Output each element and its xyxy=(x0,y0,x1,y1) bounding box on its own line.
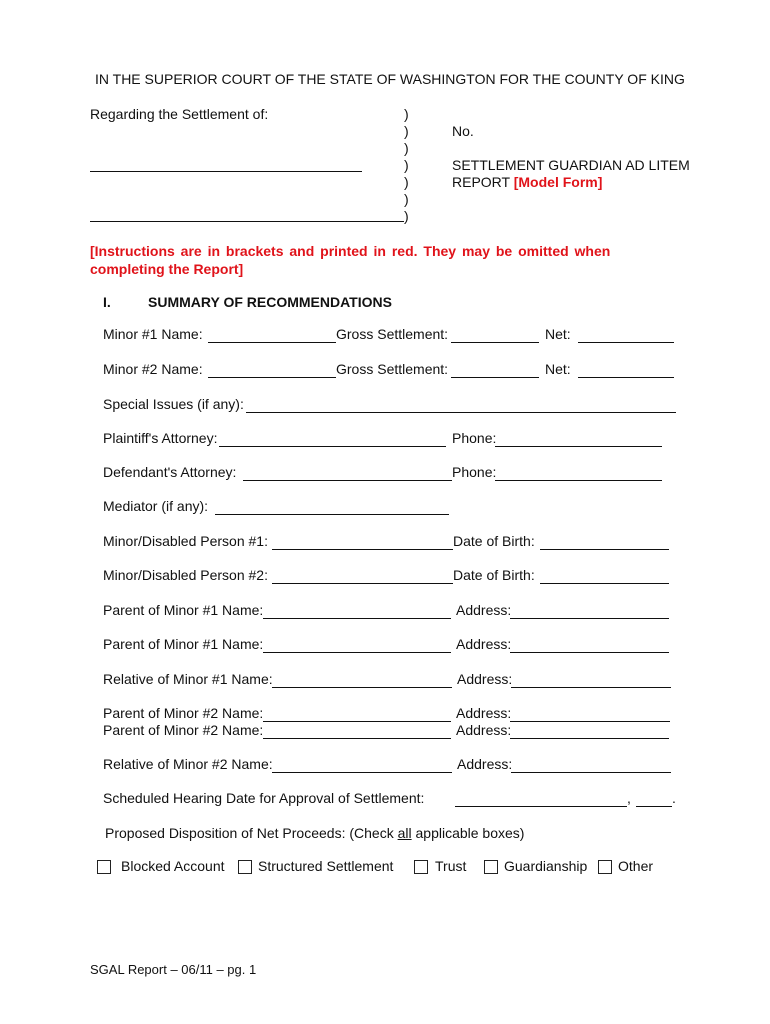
hearing-period: . xyxy=(672,790,676,806)
defendant-attorney-field[interactable] xyxy=(243,480,452,481)
guardianship-label: Guardianship xyxy=(504,858,588,874)
section-number: I. xyxy=(103,294,111,310)
parent-minor2-name-field[interactable] xyxy=(263,738,451,739)
hearing-date-label: Scheduled Hearing Date for Approval of Settlement: xyxy=(103,790,425,806)
guardianship-checkbox[interactable] xyxy=(484,860,498,874)
minor1-net-field[interactable] xyxy=(578,342,674,343)
blocked-account-label: Blocked Account xyxy=(121,858,225,874)
address-label: Address: xyxy=(456,705,512,721)
gross-settlement-label: Gross Settlement: xyxy=(336,326,449,342)
court-title: IN THE SUPERIOR COURT OF THE STATE OF WASHINGTON FOR THE COUNTY OF KING xyxy=(95,71,685,87)
page-footer: SGAL Report – 06/11 – pg. 1 xyxy=(90,962,257,977)
parent-minor1-label: Parent of Minor #1 Name: xyxy=(103,636,264,652)
minor2-name-label: Minor #2 Name: xyxy=(103,361,203,377)
disposition-suffix: applicable boxes) xyxy=(411,825,525,841)
parent-minor1-address-field[interactable] xyxy=(510,652,669,653)
instructions-line1: [Instructions are in brackets and printed in red. They may be omitted when xyxy=(90,243,611,259)
trust-label: Trust xyxy=(435,858,467,874)
plaintiff-attorney-field[interactable] xyxy=(219,446,446,447)
hearing-year-field[interactable] xyxy=(636,806,672,807)
disposition-prefix: Proposed Disposition of Net Proceeds: (Check xyxy=(105,825,398,841)
report-title-line2 xyxy=(452,174,602,190)
special-issues-field[interactable] xyxy=(246,412,676,413)
address-label: Address: xyxy=(457,671,513,687)
disabled-person2-dob-field[interactable] xyxy=(540,583,669,584)
minor1-name-field[interactable] xyxy=(208,342,336,343)
plaintiff-attorney-label: Plaintiff's Attorney: xyxy=(103,430,218,446)
caption-paren: ) xyxy=(404,106,409,122)
disabled-person1-dob-field[interactable] xyxy=(540,549,669,550)
parent-minor1-label: Parent of Minor #1 Name: xyxy=(103,602,264,618)
report-title-line1: SETTLEMENT GUARDIAN AD LITEM xyxy=(452,157,690,173)
special-issues-label: Special Issues (if any): xyxy=(103,396,244,412)
defendant-phone-field[interactable] xyxy=(495,480,662,481)
address-label: Address: xyxy=(457,756,513,772)
phone-label: Phone: xyxy=(452,464,497,480)
case-number-label: No. xyxy=(452,123,474,139)
minor2-net-field[interactable] xyxy=(578,377,674,378)
parent-minor2-label: Parent of Minor #2 Name: xyxy=(103,722,264,738)
relative-minor1-label: Relative of Minor #1 Name: xyxy=(103,671,273,687)
minor1-gross-field[interactable] xyxy=(451,342,539,343)
address-label: Address: xyxy=(456,636,512,652)
relative-minor2-name-field[interactable] xyxy=(272,772,452,773)
trust-checkbox[interactable] xyxy=(414,860,428,874)
dob-label: Date of Birth: xyxy=(453,533,535,549)
party-name-line[interactable] xyxy=(90,171,362,172)
minor2-name-field[interactable] xyxy=(208,377,336,378)
minor2-gross-field[interactable] xyxy=(451,377,539,378)
parent-minor1-name-field[interactable] xyxy=(263,652,451,653)
mediator-field[interactable] xyxy=(215,514,449,515)
disabled-person1-field[interactable] xyxy=(272,549,453,550)
caption-paren: ) xyxy=(404,140,409,156)
model-form-label: [Model Form] xyxy=(513,174,603,190)
disposition-label xyxy=(105,825,524,841)
caption-paren: ) xyxy=(404,157,409,173)
report-title-text: REPORT xyxy=(452,174,510,190)
disabled-person2-label: Minor/Disabled Person #2: xyxy=(103,567,268,583)
hearing-comma: , xyxy=(627,790,631,806)
parent-minor1-name-field[interactable] xyxy=(263,618,451,619)
other-label: Other xyxy=(618,858,654,874)
blocked-account-checkbox[interactable] xyxy=(97,860,111,874)
net-label: Net: xyxy=(545,361,571,377)
plaintiff-phone-field[interactable] xyxy=(495,446,662,447)
mediator-label: Mediator (if any): xyxy=(103,498,209,514)
net-label: Net: xyxy=(545,326,571,342)
party-name-line[interactable] xyxy=(90,221,404,222)
parent-minor2-address-field[interactable] xyxy=(510,721,670,722)
caption-paren: ) xyxy=(404,174,409,190)
disposition-all: all xyxy=(397,825,412,841)
parent-minor1-address-field[interactable] xyxy=(510,618,669,619)
caption-paren: ) xyxy=(404,208,409,224)
other-checkbox[interactable] xyxy=(598,860,612,874)
disabled-person2-field[interactable] xyxy=(272,583,453,584)
parent-minor2-address-field[interactable] xyxy=(510,738,669,739)
address-label: Address: xyxy=(456,602,512,618)
caption-paren: ) xyxy=(404,123,409,139)
relative-minor2-label: Relative of Minor #2 Name: xyxy=(103,756,273,772)
parent-minor2-label: Parent of Minor #2 Name: xyxy=(103,705,264,721)
disabled-person1-label: Minor/Disabled Person #1: xyxy=(103,533,268,549)
dob-label: Date of Birth: xyxy=(453,567,535,583)
gross-settlement-label: Gross Settlement: xyxy=(336,361,449,377)
relative-minor2-address-field[interactable] xyxy=(511,772,671,773)
minor1-name-label: Minor #1 Name: xyxy=(103,326,203,342)
hearing-date-field[interactable] xyxy=(455,806,627,807)
caption-paren: ) xyxy=(404,191,409,207)
relative-minor1-name-field[interactable] xyxy=(272,687,452,688)
parent-minor2-name-field[interactable] xyxy=(263,721,451,722)
section-title: SUMMARY OF RECOMMENDATIONS xyxy=(148,294,392,310)
instructions-line2: completing the Report] xyxy=(90,261,244,277)
structured-settlement-label: Structured Settlement xyxy=(258,858,394,874)
phone-label: Phone: xyxy=(452,430,497,446)
relative-minor1-address-field[interactable] xyxy=(511,687,671,688)
structured-settlement-checkbox[interactable] xyxy=(238,860,252,874)
regarding-label: Regarding the Settlement of: xyxy=(90,106,269,122)
defendant-attorney-label: Defendant's Attorney: xyxy=(103,464,237,480)
address-label: Address: xyxy=(456,722,512,738)
